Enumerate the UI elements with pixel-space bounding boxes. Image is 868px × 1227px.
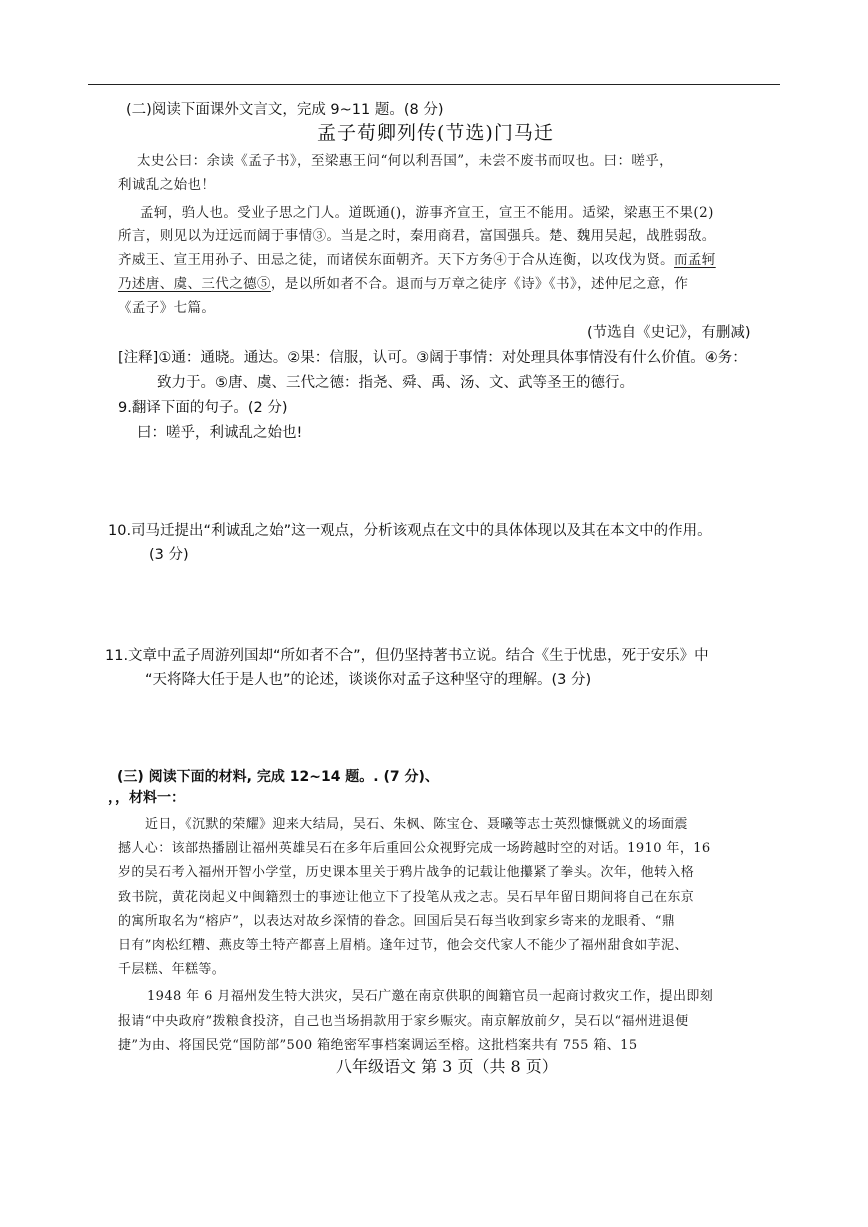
passage-line: 利诚乱之始也！: [118, 177, 216, 193]
passage-line: 《孟子》七篇。: [118, 300, 216, 316]
passage-line: 孟轲，驺人也。受业子思之门人。道既通()，游事齐宣王，宣王不能用。适梁，梁惠王不果(2): [140, 205, 714, 221]
notes-line: 致力于。⑤唐、虞、三代之德：指尧、舜、禹、汤、文、武等圣王的德行。: [157, 375, 634, 391]
material-line: 报请“中央政府”拨粮食投济，自己也当场捐款用于家乡赈灾。南京解放前夕，吴石以“福州进退便: [118, 1014, 689, 1029]
passage-line: 所言，则见以为迂远而阔于事情③。当是之时，秦用商君，富国强兵。楚、魏用吴起，战胜弱敌。: [118, 228, 716, 244]
material-line: 千层糕、年糕等。: [118, 962, 226, 977]
passage-line: [118, 274, 688, 294]
notes-line: [注释]①通：通晓。通达。②果：信服，认可。③阔于事情：对处理具体事情没有什么价值。④务：: [118, 350, 747, 366]
passage-text: 齐威王、宣王用孙子、田忌之徒，而诸侯东面朝齐。天下方务④于合从连衡，以攻伐为贤。: [118, 252, 674, 268]
underlined-sentence: 而孟轲: [674, 252, 716, 268]
passage-text: ，是以所如者不合。退而与万章之徒序《诗》《书》，述仲尼之意，作: [270, 276, 689, 292]
page-footer: 八年级语文 第 3 页（共 8 页）: [336, 1057, 558, 1076]
underlined-sentence: 乃述唐、虞、三代之德⑤: [118, 276, 271, 292]
passage-line: 太史公曰：余读《孟子书》，至梁惠王问“何以利吾国”，未尝不废书而叹也。曰：嗟乎，: [137, 153, 674, 169]
passage-line: [118, 250, 716, 270]
material-line: 日有”肉松红糟、燕皮等土特产都喜上眉梢。逢年过节，他会交代家人不能少了福州甜食如芋泥、: [118, 938, 688, 953]
material-line: 致书院，黄花岗起义中闽籍烈士的事迹让他立下了投笔从戎之志。吴石早年留日期间将自己在东京: [118, 890, 695, 905]
question-10: 10.司马迁提出“利诚乱之始”这一观点，分析该观点在文中的具体体现以及其在本文中的作用。: [108, 523, 712, 539]
question-11-cont: “天将降大任于是人也”的论述，谈谈你对孟子这种坚守的理解。(3 分): [145, 672, 592, 688]
header-rule: [88, 84, 780, 85]
question-10-score: (3 分): [149, 547, 189, 563]
material-line: 的寓所取名为“榕庐”，以表达对故乡深情的眷念。回国后吴石每当收到家乡寄来的龙眼肴、“鼎: [118, 914, 676, 929]
material1-label: ，，材料一：: [108, 790, 185, 806]
material-line: 1948 年 6 月福州发生特大洪灾，吴石广邀在南京供职的闽籍官员一起商讨救灾工作，提出即刻: [147, 989, 714, 1004]
question-9: 9.翻译下面的句子。(2 分): [118, 400, 288, 416]
material-line: 捷”为由、将国民党“国防部”500 箱绝密军事档案调运至榕。这批档案共有 755 箱、15: [118, 1038, 638, 1053]
material-line: 撼人心：该部热播剧让福州英雄吴石在多年后重回公众视野完成一场跨越时空的对话。1910 年，16: [118, 841, 711, 856]
section2-header: (二)阅读下面课外文言文，完成 9~11 题。(8 分): [126, 102, 444, 118]
section3-header: (三) 阅读下面的材料, 完成 12~14 题。. (7 分)、: [117, 769, 439, 785]
question-11: 11.文章中孟子周游列国却“所如者不合”，但仍坚持著书立说。结合《生于忧患，死于安乐》中: [105, 648, 709, 664]
material-line: 近日，《沉默的荣耀》迎来大结局，吴石、朱枫、陈宝仓、聂曦等志士英烈慷慨就义的场面震: [145, 817, 688, 832]
material-line: 岁的吴石考入福州开智小学堂，历史课本里关于鸦片战争的记载让他攥紧了拳头。次年，他转入格: [118, 865, 695, 880]
passage-source: (节选自《史记》，有删减): [587, 325, 751, 341]
question-9-sentence: 曰：嗟乎，利诚乱之始也!: [137, 425, 303, 441]
passage-title: 孟子荀卿列传(节选)门马迁: [317, 122, 554, 144]
